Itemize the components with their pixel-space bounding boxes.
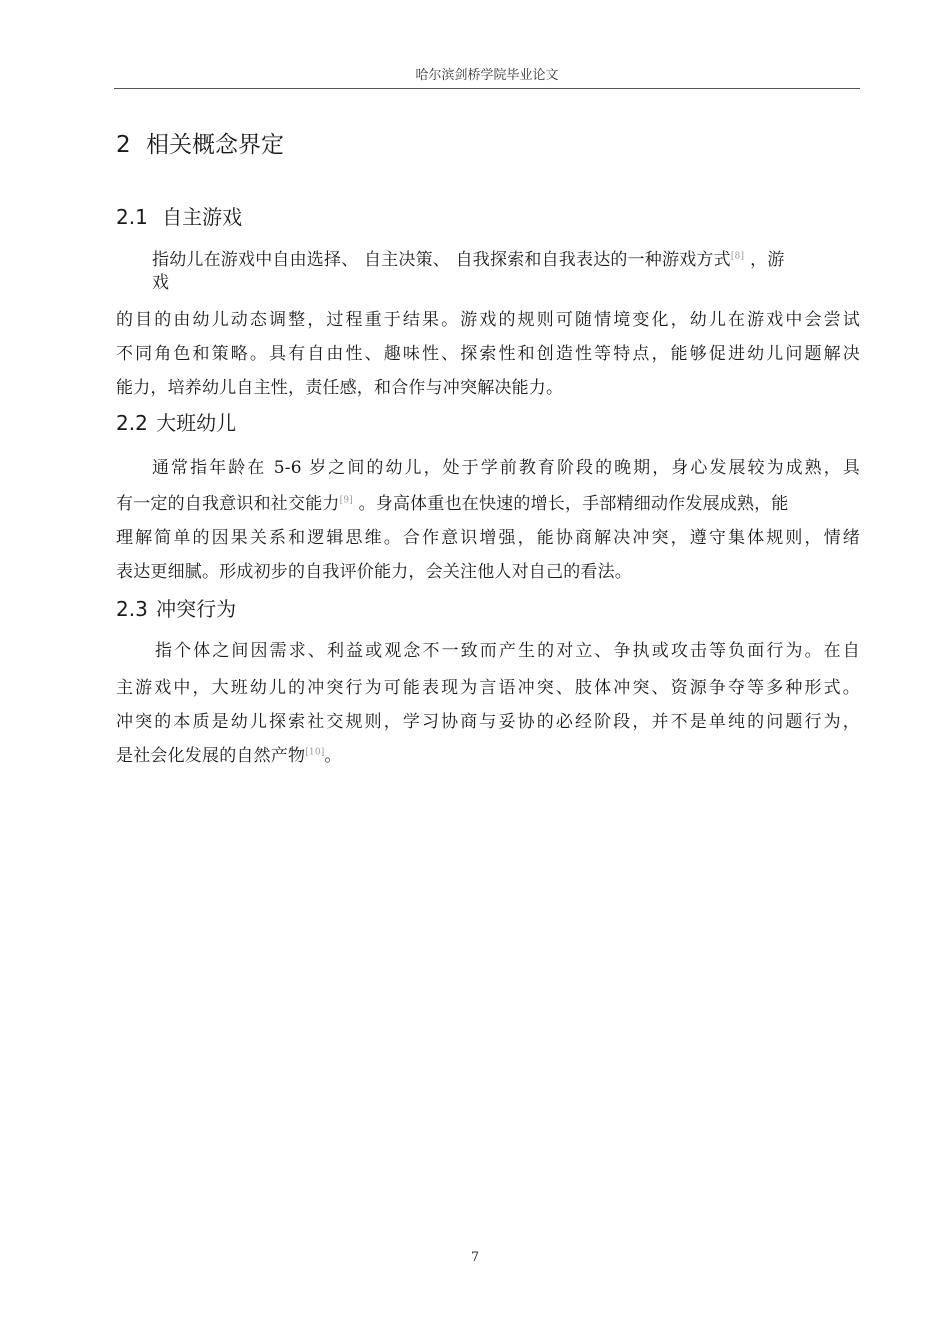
section-title: 自主游戏 <box>162 205 243 229</box>
paragraph-line: 戏 <box>152 273 170 293</box>
paragraph-line: 通常指年龄在 5-6 岁之间的幼儿，处于学前教育阶段的晚期，身心发展较为成熟，具 <box>152 458 860 478</box>
chapter-number: 2 <box>116 132 131 158</box>
chapter-heading <box>116 126 284 159</box>
paragraph-line: 不同角色和策略。具有自由性、趣味性、探索性和创造性等特点，能够促进幼儿问题解决 <box>116 344 860 364</box>
text-run: 是社会化发展的自然产物 <box>116 746 306 766</box>
section-heading-2-3 <box>116 593 236 622</box>
citation-marker: [10] <box>305 747 325 758</box>
section-title: 冲突行为 <box>156 597 237 621</box>
paragraph-line: 理解简单的因果关系和逻辑思维。合作意识增强，能协商解决冲突，遵守集体规则，情绪 <box>116 528 860 548</box>
paragraph-line: 主游戏中，大班幼儿的冲突行为可能表现为言语冲突、肢体冲突、资源争夺等多种形式。 <box>116 678 860 698</box>
text-run: ，游 <box>750 250 785 270</box>
citation-marker: [9] <box>339 495 353 506</box>
paragraph-line <box>116 489 789 514</box>
text-run: 。 <box>324 746 342 766</box>
citation-marker: [8] <box>730 251 745 262</box>
paragraph-line: 冲突的本质是幼儿探索社交规则，学习协商与妥协的必经阶段，并不是单纯的问题行为， <box>116 712 860 732</box>
paragraph-line: 能力，培养幼儿自主性，责任感，和合作与冲突解决能力。 <box>116 378 564 398</box>
header-rule <box>114 88 860 89</box>
chapter-title: 相关概念界定 <box>145 132 284 158</box>
text-run: 。身高体重也在快速的增长，手部精细动作发展成熟，能 <box>352 494 789 514</box>
section-heading-2-1 <box>116 201 242 230</box>
paragraph-line: 的目的由幼儿动态调整，过程重于结果。游戏的规则可随情境变化，幼儿在游戏中会尝试 <box>116 310 860 330</box>
section-number: 2.3 <box>116 597 148 621</box>
section-title: 大班幼儿 <box>156 411 237 435</box>
text-run: 指幼儿在游戏中自由选择、 自主决策、 自我探索和自我表达的一种游戏方式 <box>152 250 731 270</box>
paragraph-line <box>152 245 785 270</box>
text-run: 有一定的自我意识和社交能力 <box>116 494 340 514</box>
paragraph-line: 指个体之间因需求、利益或观念不一致而产生的对立、争执或攻击等负面行为。在自 <box>155 641 860 661</box>
paragraph-line <box>116 741 342 766</box>
section-number: 2.1 <box>116 205 148 229</box>
running-header: 哈尔滨剑桥学院毕业论文 <box>415 68 559 83</box>
section-number: 2.2 <box>116 411 148 435</box>
page-number: 7 <box>470 1250 480 1265</box>
section-heading-2-2 <box>116 407 236 436</box>
paragraph-line: 表达更细腻。形成初步的自我评价能力，会关注他人对自己的看法。 <box>116 562 632 582</box>
